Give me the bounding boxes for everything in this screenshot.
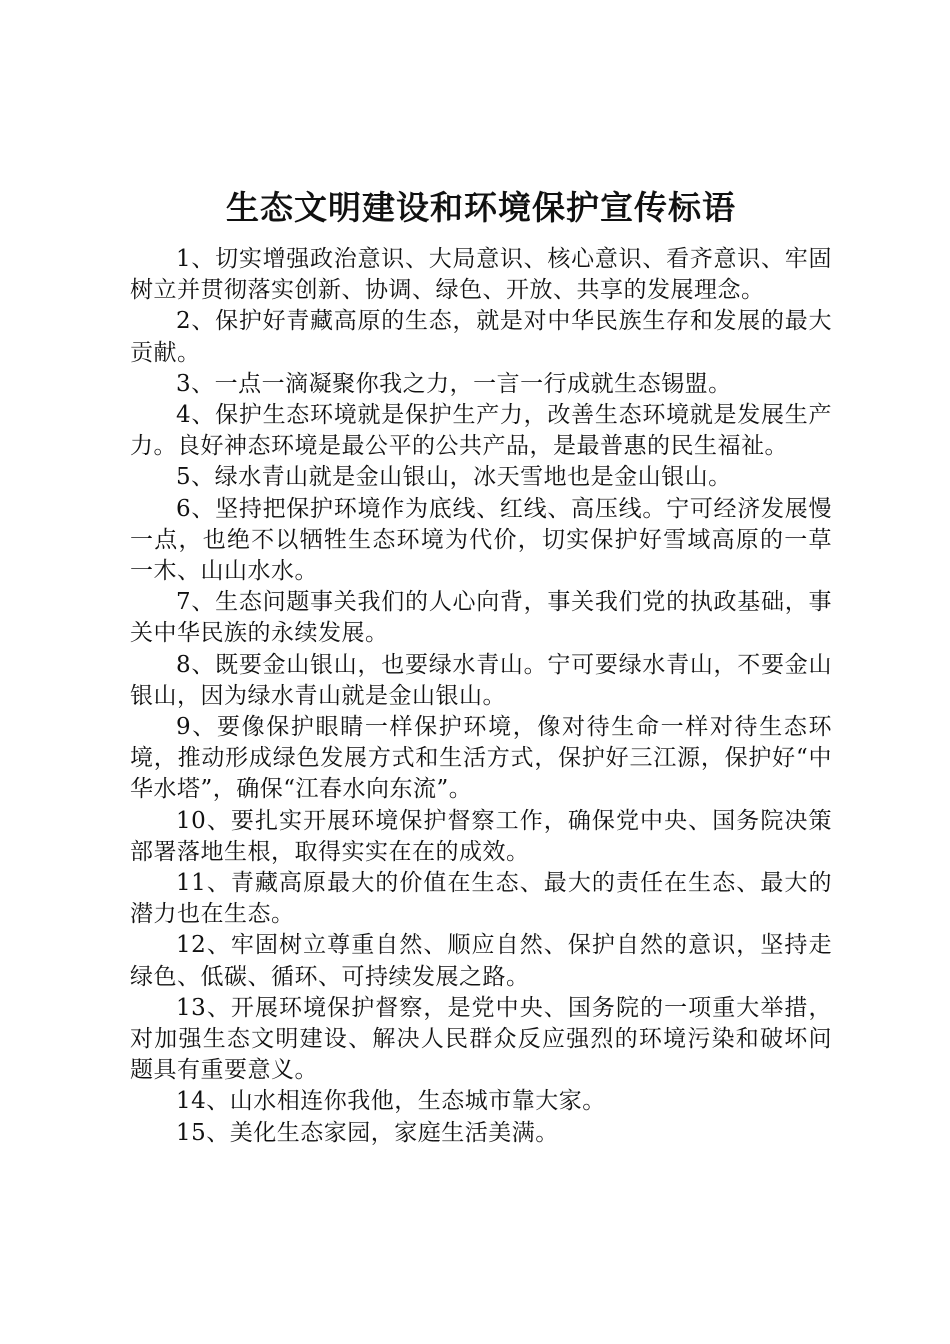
slogan-item-6: 6、坚持把保护环境作为底线、红线、高压线。宁可经济发展慢一点，也绝不以牺牲生态环境为代价，切实保护好雪域高原的一草一木、山山水水。	[130, 495, 832, 585]
slogan-item-1: 1、切实增强政治意识、大局意识、核心意识、看齐意识、牢固树立并贯彻落实创新、协调、绿色、开放、共享的发展理念。	[130, 246, 832, 304]
slogan-item-15: 15、美化生态家园，家庭生活美满。	[176, 1119, 559, 1146]
slogan-item-13: 13、开展环境保护督察，是党中央、国务院的一项重大举措，对加强生态文明建设、解决人民群众反应强烈的环境污染和破坏问题具有重要意义。	[130, 994, 832, 1084]
slogan-item-14: 14、山水相连你我他，生态城市靠大家。	[176, 1088, 606, 1115]
slogan-item-5: 5、绿水青山就是金山银山，冰天雪地也是金山银山。	[176, 464, 732, 491]
slogan-item-11: 11、青藏高原最大的价值在生态、最大的责任在生态、最大的潜力也在生态。	[130, 870, 832, 928]
slogan-item-12: 12、牢固树立尊重自然、顺应自然、保护自然的意识，坚持走绿色、低碳、循环、可持续发展之路。	[130, 932, 832, 990]
document-page	[130, 178, 832, 1149]
slogan-item-10: 10、要扎实开展环境保护督察工作，确保党中央、国务院决策部署落地生根，取得实实在在的成效。	[130, 807, 832, 865]
slogan-item-3: 3、一点一滴凝聚你我之力，一言一行成就生态锡盟。	[176, 370, 732, 397]
slogan-item-9: 9、要像保护眼睛一样保护环境，像对待生命一样对待生态环境，推动形成绿色发展方式和生活方式，保护好三江源，保护好“中华水塔”，确保“江春水向东流”。	[130, 714, 832, 803]
slogan-item-2: 2、保护好青藏高原的生态，就是对中华民族生存和发展的最大贡献。	[130, 308, 832, 366]
slogan-item-4: 4、保护生态环境就是保护生产力，改善生态环境就是发展生产力。良好神态环境是最公平的公共产品，是最普惠的民生福祉。	[130, 402, 832, 460]
document-title: 生态文明建设和环境保护宣传标语	[226, 188, 736, 227]
slogan-item-8: 8、既要金山银山，也要绿水青山。宁可要绿水青山，不要金山银山，因为绿水青山就是金山银山。	[130, 651, 832, 709]
slogan-list	[130, 244, 832, 1149]
slogan-item-7: 7、生态问题事关我们的人心向背，事关我们党的执政基础，事关中华民族的永续发展。	[130, 589, 832, 647]
